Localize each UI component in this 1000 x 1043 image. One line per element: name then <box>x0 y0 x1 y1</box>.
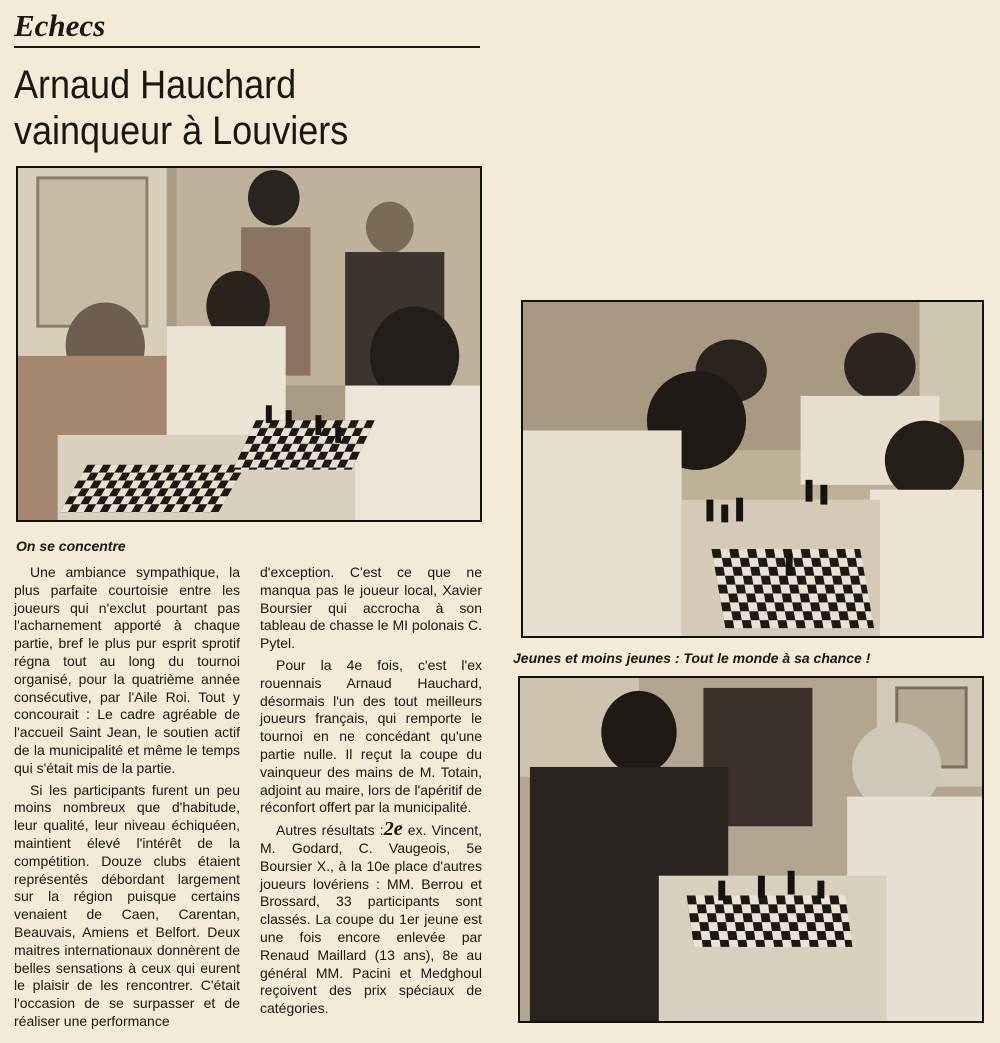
photo-young-players <box>521 300 984 638</box>
column-2-paragraph-2: Pour la 4e fois, c'est l'ex rouennais Arnaud Hauchard, désormais l'un des tout meilleurs joueurs français, qui remporte le tournoi en ne concédant qu'une partie nulle. Il reçut la coupe du vainqueur des mains de M. Totain, adjoint au maire, lors de l'apéritif de réconfort offert par la municipalité. <box>260 656 482 816</box>
column-1-paragraph-2: Si les participants furent un peu moins nombreux que d'habitude, leur qualité, leur niveau échiquéen, maintient élevé l'intérêt de la compétition. Douze clubs étaient représentés débordant largement sur la région puisque certains venaient de Caen, Carentan, Beauvais, Amiens et Belfort. Deux maitres internationaux donnèrent de belles sensations à ceux qui eurent le plaisir de les rencontrer. C'était l'occasion de se surpasser et de réaliser une performance <box>14 781 240 1029</box>
headline-line-1: Arnaud Hauchard <box>14 63 297 107</box>
photo-3-image <box>520 678 982 1021</box>
results-text: ex. Vincent, M. Godard, C. Vaugeois, 5e Boursier X., à la 10e place d'autres joueurs lovériens : MM. Berrou et Brossard, 33 participants sont classés. La coupe du 1er jeune est une fois encore enlevée par Renaud Maillard (13 ans), 8e au général MM. Pacini et Medghoul reçoivent des prix spéciaux de catégories. <box>260 822 482 1017</box>
headline-line-2: vainqueur à Louviers <box>14 109 349 153</box>
results-lead: Autres résultats : <box>276 822 384 839</box>
article-column-2 <box>260 564 482 1018</box>
article-column-1 <box>14 564 240 1031</box>
photo-1-caption: On se concentre <box>16 538 126 554</box>
column-1-paragraph-1: Une ambiance sympathique, la plus parfaite courtoisie entre les joueurs qui n'exclut pourtant pas l'acharnement apporté à chaque partie, bref le plus pur esprit sprotif régna tout au long du tournoi organisé, pour la quatrième année consécutive, par l'Aile Roi. Tout y concourait : Le cadre agréable de l'accueil Saint Jean, le soutien actif de la municipalité et même le temps qui s'était mis de la partie. <box>14 564 240 776</box>
headline <box>14 62 437 154</box>
section-title: Echecs <box>14 6 480 48</box>
photo-players-concentrating <box>16 166 482 522</box>
photo-2-caption: Jeunes et moins jeunes : Tout le monde à sa chance ! <box>513 650 871 666</box>
photo-adult-players <box>518 676 984 1023</box>
photo-2-image <box>523 302 982 636</box>
column-2-paragraph-3 <box>260 818 482 1018</box>
results-second-place: 2e <box>383 818 403 841</box>
column-2-paragraph-1: d'exception. C'est ce que ne manqua pas le joueur local, Xavier Boursier qui accrocha à son tableau de chasse le MI polonais C. Pytel. <box>260 564 482 652</box>
photo-1-image <box>18 168 480 520</box>
